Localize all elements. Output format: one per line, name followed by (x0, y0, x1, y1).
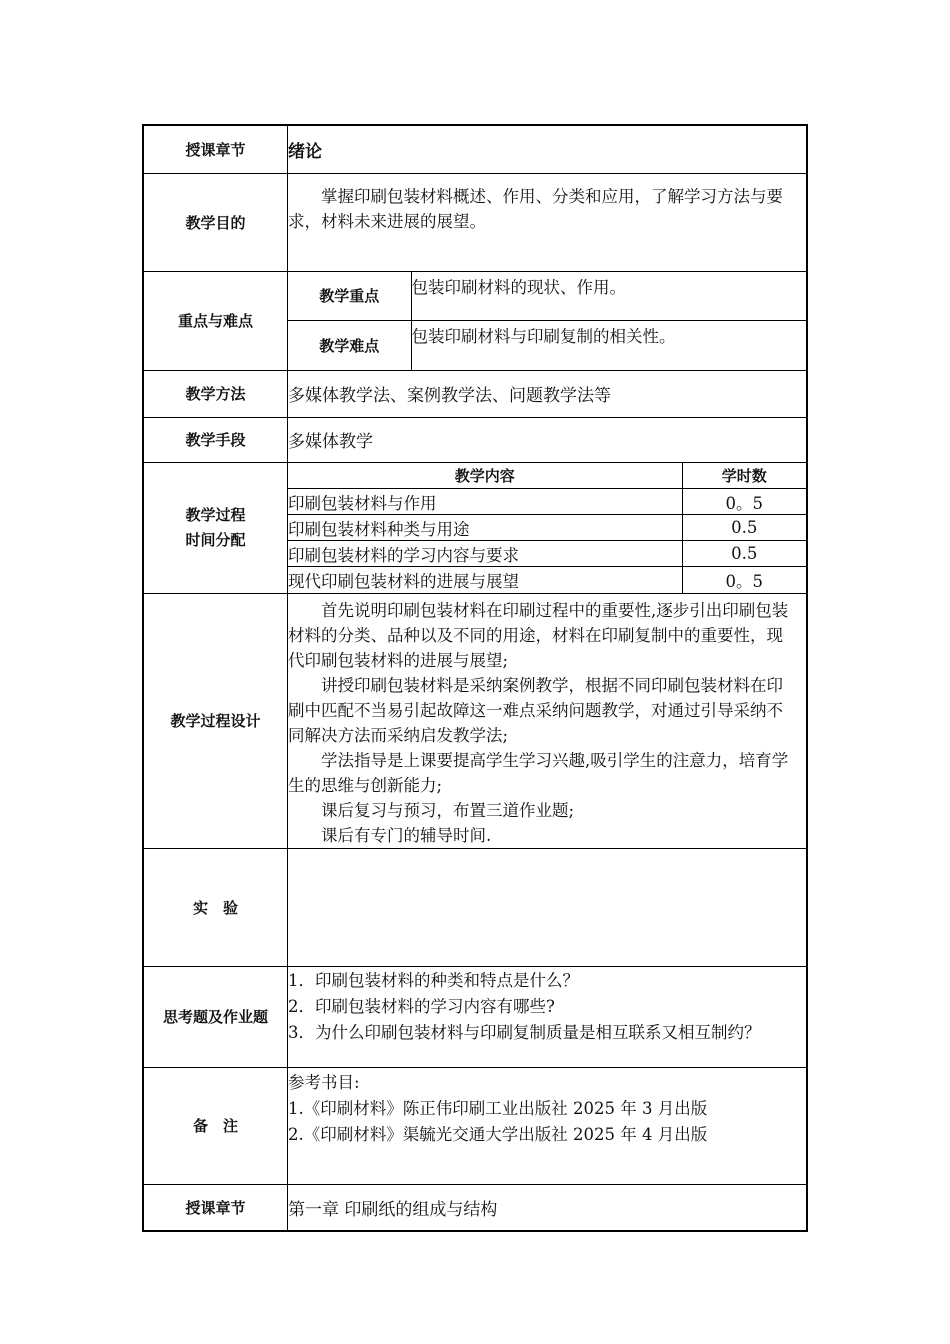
method-value: 多媒体教学法、案例教学法、问题教学法等 (288, 370, 808, 417)
allocation-hours: 0.5 (682, 541, 806, 567)
homework-item: 2．印刷包装材料的学习内容有哪些? (288, 996, 555, 1016)
objective-cell (288, 173, 808, 271)
chapter2-label: 授课章节 (143, 1184, 288, 1231)
design-cell (288, 593, 808, 848)
allocation-content: 印刷包装材料与作用 (288, 489, 682, 515)
allocation-hours: 0.5 (682, 515, 806, 541)
notes-line: 参考书目: (288, 1072, 360, 1092)
homework-label: 思考题及作业题 (143, 966, 288, 1067)
focus-label: 教学重点 (288, 272, 411, 321)
homework-item: 3．为什么印刷包装材料与印刷复制质量是相互联系又相互制约？ (288, 1022, 761, 1042)
allocation-subtable (288, 463, 806, 593)
row-design (143, 593, 807, 848)
lesson-plan-table (142, 124, 808, 1232)
table-row (288, 541, 806, 567)
allocation-label (143, 462, 288, 593)
table-row (288, 489, 806, 515)
chapter-value-cell (288, 125, 808, 173)
design-label: 教学过程设计 (143, 593, 288, 848)
row-chapter (143, 125, 807, 173)
difficulty-label: 教学难点 (288, 321, 411, 370)
notes-label: 备 注 (143, 1067, 288, 1184)
allocation-col-hours: 学时数 (682, 463, 806, 489)
lesson-plan-sheet (142, 124, 808, 1232)
chapter-value: 绪论 (288, 141, 322, 162)
focus-row (288, 272, 806, 321)
experiment-value (288, 848, 808, 966)
allocation-col-content: 教学内容 (288, 463, 682, 489)
difficulty-value: 包装印刷材料与印刷复制的相关性。 (411, 321, 806, 370)
allocation-content: 现代印刷包装材料的进展与展望 (288, 567, 682, 593)
chapter2-value: 第一章 印刷纸的组成与结构 (288, 1184, 808, 1231)
allocation-label-line2: 时间分配 (185, 530, 246, 549)
key-points-label: 重点与难点 (143, 271, 288, 370)
design-paragraph: 首先说明印刷包装材料在印刷过程中的重要性,逐步引出印刷包装材料的分类、品种以及不同的用途，材料在印刷复制中的重要性，现代印刷包装材料的进展与展望; (288, 600, 789, 670)
homework-cell (288, 966, 808, 1067)
focus-value: 包装印刷材料的现状、作用。 (411, 272, 806, 321)
row-notes (143, 1067, 807, 1184)
allocation-cell (288, 462, 808, 593)
homework-item: 1．印刷包装材料的种类和特点是什么？ (288, 970, 579, 990)
key-points-subtable (288, 272, 806, 370)
design-paragraph: 学法指导是上课要提高学生学习兴趣,吸引学生的注意力，培育学生的思维与创新能力; (288, 750, 789, 795)
allocation-hours: 0。5 (682, 567, 806, 593)
experiment-label: 实 验 (143, 848, 288, 966)
row-objective (143, 173, 807, 271)
row-homework (143, 966, 807, 1067)
row-method (143, 370, 807, 417)
allocation-hours: 0。5 (682, 489, 806, 515)
design-paragraph: 课后有专门的辅导时间. (321, 825, 492, 845)
notes-cell (288, 1067, 808, 1184)
table-row (288, 515, 806, 541)
table-row (288, 567, 806, 593)
row-allocation (143, 462, 807, 593)
allocation-content: 印刷包装材料种类与用途 (288, 515, 682, 541)
objective-label: 教学目的 (143, 173, 288, 271)
row-experiment (143, 848, 807, 966)
design-paragraph: 讲授印刷包装材料是采纳案例教学，根据不同印刷包装材料在印刷中匹配不当易引起故障这一难点采纳问题教学，对通过引导采纳不同解决方法而采纳启发教学法; (288, 675, 783, 745)
allocation-content: 印刷包装材料的学习内容与要求 (288, 541, 682, 567)
allocation-header-row (288, 463, 806, 489)
chapter-label: 授课章节 (143, 125, 288, 173)
allocation-label-line1: 教学过程 (185, 505, 246, 524)
difficulty-row (288, 321, 806, 370)
design-paragraph: 课后复习与预习，布置三道作业题; (321, 800, 575, 820)
notes-line: 2.《印刷材料》渠毓光交通大学出版社 2025 年 4 月出版 (288, 1124, 708, 1144)
notes-line: 1.《印刷材料》陈正伟印刷工业出版社 2025 年 3 月出版 (288, 1098, 708, 1118)
means-value: 多媒体教学 (288, 417, 808, 462)
means-label: 教学手段 (143, 417, 288, 462)
method-label: 教学方法 (143, 370, 288, 417)
objective-value: 掌握印刷包装材料概述、作用、分类和应用，了解学习方法与要求，材料未来进展的展望。 (288, 186, 783, 231)
key-points-cell (288, 271, 808, 370)
row-key-points (143, 271, 807, 370)
row-means (143, 417, 807, 462)
row-chapter-2 (143, 1184, 807, 1231)
